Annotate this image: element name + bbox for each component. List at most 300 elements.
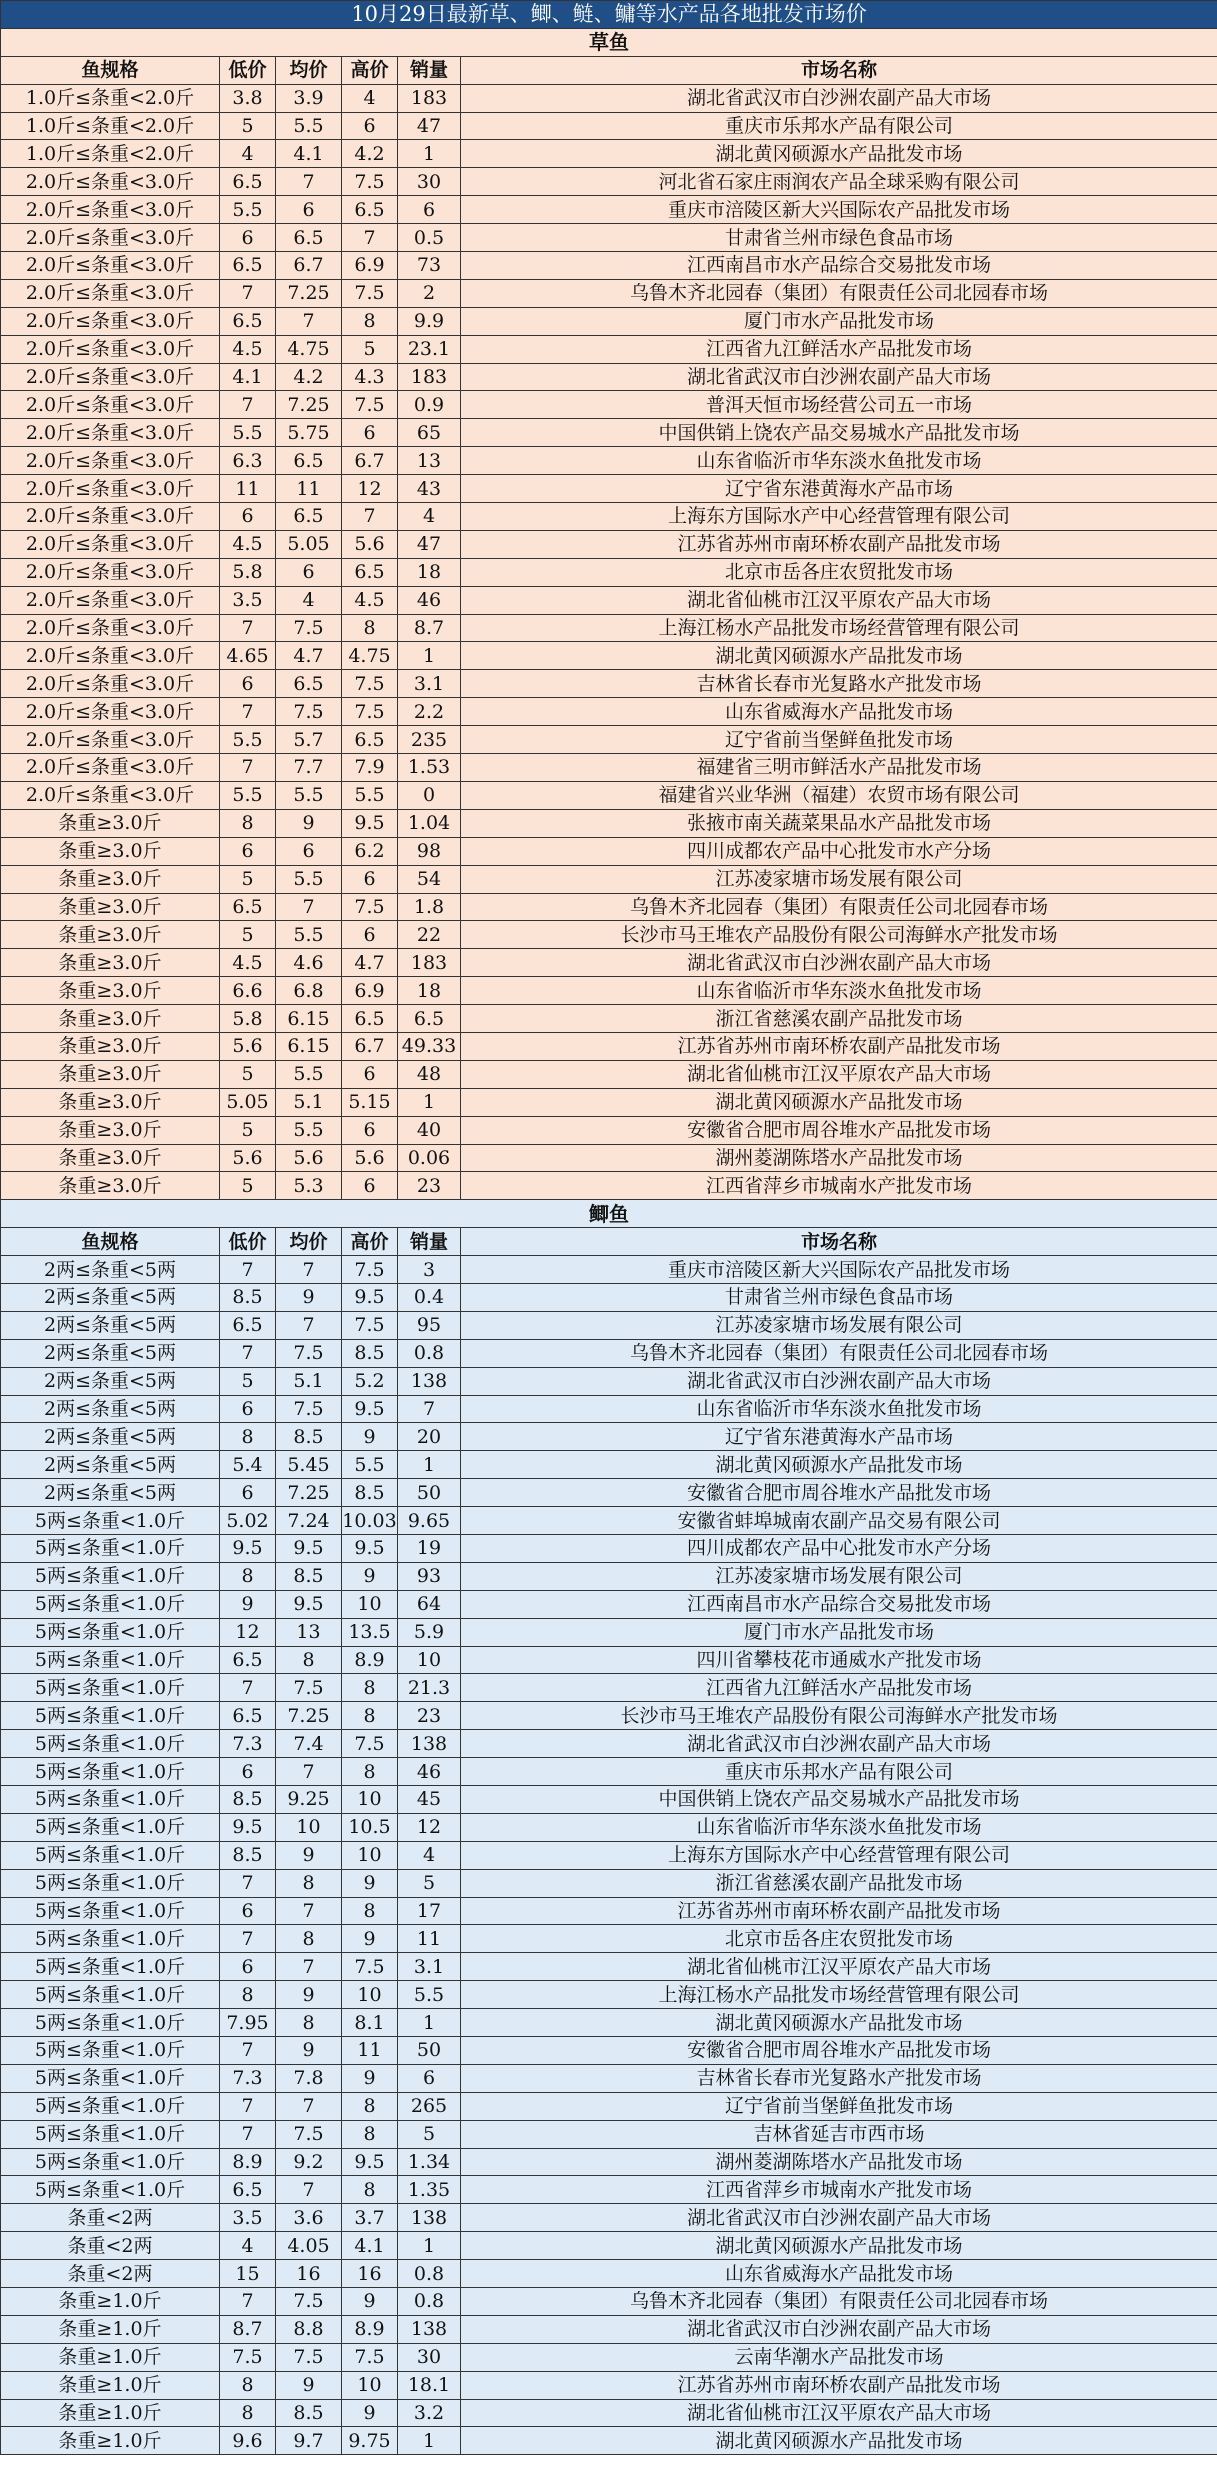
- table-row: [1, 642, 1217, 670]
- table-cell: 7: [220, 1925, 276, 1953]
- table-cell: 6.5: [220, 1702, 276, 1730]
- table-cell: 4: [220, 2232, 276, 2260]
- table-cell: 2.0斤≤条重<3.0斤: [1, 252, 220, 280]
- table-cell: 条重≥3.0斤: [1, 1060, 220, 1088]
- table-cell: 6.7: [342, 1032, 398, 1060]
- table-row: [1, 558, 1217, 586]
- table-cell: 5.6: [342, 530, 398, 558]
- table-cell: 5.7: [276, 726, 342, 754]
- table-cell: 湖北省武汉市白沙洲农副产品大市场: [461, 2204, 1217, 2232]
- table-cell: 4.75: [276, 335, 342, 363]
- table-cell: 3.8: [220, 84, 276, 112]
- table-cell: 5两≤条重<1.0斤: [1, 1562, 220, 1590]
- table-cell: 46: [398, 1758, 461, 1786]
- table-cell: 9: [276, 809, 342, 837]
- table-cell: 7: [220, 2092, 276, 2120]
- table-cell: 7.9: [342, 754, 398, 782]
- table-cell: 江西南昌市水产品综合交易批发市场: [461, 1590, 1217, 1618]
- table-cell: 江苏凌家塘市场发展有限公司: [461, 1311, 1217, 1339]
- table-cell: 湖北省仙桃市江汉平原农产品大市场: [461, 586, 1217, 614]
- table-cell: 9: [342, 1925, 398, 1953]
- table-cell: 6: [342, 865, 398, 893]
- table-cell: 6: [220, 1758, 276, 1786]
- table-cell: 2.0斤≤条重<3.0斤: [1, 642, 220, 670]
- table-cell: 2.0斤≤条重<3.0斤: [1, 781, 220, 809]
- table-cell: 7.5: [342, 2343, 398, 2371]
- table-cell: 7: [342, 224, 398, 252]
- table-cell: 5.5: [342, 1451, 398, 1479]
- table-cell: 98: [398, 837, 461, 865]
- table-cell: 8: [342, 614, 398, 642]
- table-cell: 6: [220, 1897, 276, 1925]
- table-cell: 1: [398, 2009, 461, 2037]
- table-cell: 5两≤条重<1.0斤: [1, 2120, 220, 2148]
- table-cell: 6.5: [220, 1646, 276, 1674]
- table-cell: 山东省威海水产品批发市场: [461, 698, 1217, 726]
- table-cell: 7.24: [276, 1507, 342, 1535]
- table-cell: 5: [220, 865, 276, 893]
- table-row: [1, 1590, 1217, 1618]
- table-cell: 7: [276, 1256, 342, 1284]
- table-cell: 条重≥3.0斤: [1, 1005, 220, 1033]
- table-cell: 5.02: [220, 1507, 276, 1535]
- table-cell: 9.25: [276, 1786, 342, 1814]
- table-cell: 11: [220, 475, 276, 503]
- table-cell: 5: [220, 1060, 276, 1088]
- table-cell: 7.5: [342, 391, 398, 419]
- table-cell: 1: [398, 2232, 461, 2260]
- table-cell: 8: [342, 1674, 398, 1702]
- table-cell: 11: [276, 475, 342, 503]
- table-cell: 8: [342, 2176, 398, 2204]
- table-row: [1, 977, 1217, 1005]
- table-cell: 50: [398, 1479, 461, 1507]
- table-cell: 7.7: [276, 754, 342, 782]
- table-cell: 5.5: [276, 1060, 342, 1088]
- table-cell: 河北省石家庄雨润农产品全球采购有限公司: [461, 168, 1217, 196]
- table-cell: 6: [342, 921, 398, 949]
- table-cell: 3.5: [220, 586, 276, 614]
- table-row: [1, 2204, 1217, 2232]
- table-cell: 7: [220, 2037, 276, 2065]
- table-cell: 乌鲁木齐北园春（集团）有限责任公司北园春市场: [461, 2288, 1217, 2316]
- table-cell: 8.5: [276, 2399, 342, 2427]
- table-cell: 6.5: [220, 168, 276, 196]
- table-cell: 0.8: [398, 2288, 461, 2316]
- table-cell: 7: [276, 1897, 342, 1925]
- table-cell: 云南华潮水产品批发市场: [461, 2343, 1217, 2371]
- table-cell: 22: [398, 921, 461, 949]
- table-row: [1, 503, 1217, 531]
- table-cell: 4.1: [276, 140, 342, 168]
- table-row: [1, 1116, 1217, 1144]
- table-cell: 2两≤条重<5两: [1, 1256, 220, 1284]
- table-row: [1, 419, 1217, 447]
- table-row: [1, 2009, 1217, 2037]
- table-row: [1, 1758, 1217, 1786]
- table-cell: 江苏省苏州市南环桥农副产品批发市场: [461, 1897, 1217, 1925]
- table-cell: 6.5: [342, 726, 398, 754]
- table-cell: 1.04: [398, 809, 461, 837]
- table-cell: 6: [398, 2064, 461, 2092]
- table-row: [1, 726, 1217, 754]
- table-cell: 条重≥3.0斤: [1, 1032, 220, 1060]
- table-cell: 49.33: [398, 1032, 461, 1060]
- table-row: [1, 1339, 1217, 1367]
- table-cell: 12: [342, 475, 398, 503]
- column-header: 销量: [398, 1228, 461, 1256]
- table-cell: 5两≤条重<1.0斤: [1, 2009, 220, 2037]
- table-cell: 9.5: [342, 809, 398, 837]
- table-cell: 7.25: [276, 279, 342, 307]
- table-cell: 6: [276, 837, 342, 865]
- table-cell: 5两≤条重<1.0斤: [1, 1813, 220, 1841]
- table-cell: 湖北省武汉市白沙洲农副产品大市场: [461, 363, 1217, 391]
- table-cell: 7.5: [342, 1953, 398, 1981]
- table-cell: 6.5: [342, 558, 398, 586]
- table-cell: 8: [276, 1646, 342, 1674]
- table-cell: 2.0斤≤条重<3.0斤: [1, 307, 220, 335]
- table-row: [1, 2427, 1217, 2455]
- table-cell: 3.1: [398, 1953, 461, 1981]
- table-cell: 7.5: [342, 1311, 398, 1339]
- table-cell: 6.5: [276, 447, 342, 475]
- table-cell: 5两≤条重<1.0斤: [1, 1534, 220, 1562]
- table-row: [1, 2037, 1217, 2065]
- table-cell: 6.2: [342, 837, 398, 865]
- table-cell: 54: [398, 865, 461, 893]
- table-cell: 5: [220, 1172, 276, 1200]
- table-cell: 6.7: [276, 252, 342, 280]
- table-row: [1, 1702, 1217, 1730]
- table-cell: 7.5: [342, 279, 398, 307]
- table-cell: 2两≤条重<5两: [1, 1283, 220, 1311]
- table-cell: 5.75: [276, 419, 342, 447]
- table-cell: 乌鲁木齐北园春（集团）有限责任公司北园春市场: [461, 1339, 1217, 1367]
- table-cell: 5.5: [276, 781, 342, 809]
- table-cell: 18: [398, 977, 461, 1005]
- table-cell: 7.5: [342, 1256, 398, 1284]
- table-cell: 湖北省武汉市白沙洲农副产品大市场: [461, 1367, 1217, 1395]
- table-cell: 1.0斤≤条重<2.0斤: [1, 112, 220, 140]
- table-row: [1, 363, 1217, 391]
- table-cell: 4: [342, 84, 398, 112]
- table-cell: 8: [342, 1897, 398, 1925]
- table-cell: 23: [398, 1172, 461, 1200]
- table-cell: 6.5: [276, 503, 342, 531]
- table-cell: 9.5: [276, 1534, 342, 1562]
- table-cell: 长沙市马王堆农产品股份有限公司海鲜水产批发市场: [461, 921, 1217, 949]
- table-cell: 21.3: [398, 1674, 461, 1702]
- table-cell: 湖北省武汉市白沙洲农副产品大市场: [461, 1730, 1217, 1758]
- table-cell: 5.2: [342, 1367, 398, 1395]
- table-row: [1, 754, 1217, 782]
- table-cell: 条重≥3.0斤: [1, 837, 220, 865]
- table-cell: 6.5: [276, 670, 342, 698]
- table-cell: 23.1: [398, 335, 461, 363]
- table-cell: 1.34: [398, 2148, 461, 2176]
- table-cell: 4.05: [276, 2232, 342, 2260]
- table-cell: 7.5: [342, 670, 398, 698]
- table-cell: 7.5: [276, 698, 342, 726]
- table-cell: 5.15: [342, 1088, 398, 1116]
- table-cell: 50: [398, 2037, 461, 2065]
- table-cell: 7.25: [276, 391, 342, 419]
- table-cell: 7.3: [220, 2064, 276, 2092]
- table-cell: 5.8: [220, 1005, 276, 1033]
- page-title: 10月29日最新草、鲫、鲢、鳙等水产品各地批发市场价: [1, 1, 1217, 29]
- table-row: [1, 1005, 1217, 1033]
- table-cell: 12: [220, 1618, 276, 1646]
- table-cell: 6.3: [220, 447, 276, 475]
- table-row: [1, 1981, 1217, 2009]
- table-cell: 条重≥1.0斤: [1, 2371, 220, 2399]
- table-cell: 5.05: [220, 1088, 276, 1116]
- table-row: [1, 2148, 1217, 2176]
- table-cell: 2.0斤≤条重<3.0斤: [1, 168, 220, 196]
- table-cell: 93: [398, 1562, 461, 1590]
- table-cell: 2.0斤≤条重<3.0斤: [1, 475, 220, 503]
- table-cell: 2两≤条重<5两: [1, 1367, 220, 1395]
- table-cell: 湖州菱湖陈塔水产品批发市场: [461, 2148, 1217, 2176]
- table-cell: 5.5: [342, 781, 398, 809]
- table-cell: 6.5: [220, 252, 276, 280]
- table-cell: 5两≤条重<1.0斤: [1, 2037, 220, 2065]
- table-cell: 5两≤条重<1.0斤: [1, 1618, 220, 1646]
- table-cell: 0.06: [398, 1144, 461, 1172]
- table-row: [1, 1869, 1217, 1897]
- table-cell: 8.7: [398, 614, 461, 642]
- table-row: [1, 196, 1217, 224]
- table-cell: 0.8: [398, 1339, 461, 1367]
- table-cell: 5.5: [276, 921, 342, 949]
- table-cell: 5.9: [398, 1618, 461, 1646]
- section-header-jiyu: [1, 1200, 1217, 1228]
- column-header: 市场名称: [461, 56, 1217, 84]
- table-cell: 9.5: [342, 1283, 398, 1311]
- table-cell: 4: [398, 1841, 461, 1869]
- table-cell: 7.5: [276, 2120, 342, 2148]
- table-cell: 5两≤条重<1.0斤: [1, 1786, 220, 1814]
- table-cell: 2.2: [398, 698, 461, 726]
- table-cell: 1.35: [398, 2176, 461, 2204]
- table-cell: 7.5: [276, 1339, 342, 1367]
- table-cell: 江西省萍乡市城南水产批发市场: [461, 2176, 1217, 2204]
- table-cell: 7: [220, 279, 276, 307]
- table-row: [1, 140, 1217, 168]
- table-cell: 6.6: [220, 977, 276, 1005]
- table-cell: 8: [220, 809, 276, 837]
- table-cell: 8.5: [342, 1479, 398, 1507]
- table-cell: 4.7: [342, 949, 398, 977]
- table-cell: 吉林省延吉市西市场: [461, 2120, 1217, 2148]
- table-cell: 3.7: [342, 2204, 398, 2232]
- table-cell: 山东省临沂市华东淡水鱼批发市场: [461, 977, 1217, 1005]
- table-row: [1, 2176, 1217, 2204]
- table-row: [1, 1256, 1217, 1284]
- table-cell: 8.5: [220, 1841, 276, 1869]
- table-cell: 5.05: [276, 530, 342, 558]
- section-title: 鲫鱼: [1, 1200, 1217, 1228]
- table-cell: 183: [398, 949, 461, 977]
- table-cell: 浙江省慈溪农副产品批发市场: [461, 1005, 1217, 1033]
- table-cell: 9: [276, 1841, 342, 1869]
- table-row: [1, 1953, 1217, 1981]
- table-cell: 条重≥1.0斤: [1, 2399, 220, 2427]
- table-cell: 2.0斤≤条重<3.0斤: [1, 391, 220, 419]
- table-cell: 5两≤条重<1.0斤: [1, 1730, 220, 1758]
- table-cell: 6: [342, 1172, 398, 1200]
- table-cell: 甘肃省兰州市绿色食品市场: [461, 1283, 1217, 1311]
- table-cell: 3.2: [398, 2399, 461, 2427]
- section-title: 草鱼: [1, 28, 1217, 56]
- table-cell: 5.5: [276, 112, 342, 140]
- table-cell: 9.5: [342, 1534, 398, 1562]
- table-cell: 8.1: [342, 2009, 398, 2037]
- table-cell: 5: [220, 1116, 276, 1144]
- table-cell: 5.6: [342, 1144, 398, 1172]
- table-row: [1, 1367, 1217, 1395]
- table-row: [1, 475, 1217, 503]
- table-cell: 9.5: [220, 1813, 276, 1841]
- table-cell: 3.9: [276, 84, 342, 112]
- table-row: [1, 530, 1217, 558]
- table-cell: 5两≤条重<1.0斤: [1, 1758, 220, 1786]
- table-row: [1, 2343, 1217, 2371]
- table-cell: 6: [220, 503, 276, 531]
- table-cell: 7: [220, 1869, 276, 1897]
- table-cell: 安徽省蚌埠城南农副产品交易有限公司: [461, 1507, 1217, 1535]
- table-cell: 6.5: [398, 1005, 461, 1033]
- table-cell: 四川省攀枝花市通威水产批发市场: [461, 1646, 1217, 1674]
- table-cell: 8.5: [220, 1786, 276, 1814]
- table-cell: 10.03: [342, 1507, 398, 1535]
- table-cell: 0.8: [398, 2260, 461, 2288]
- table-row: [1, 1395, 1217, 1423]
- table-row: [1, 1534, 1217, 1562]
- table-cell: 4.1: [342, 2232, 398, 2260]
- table-cell: 山东省临沂市华东淡水鱼批发市场: [461, 1813, 1217, 1841]
- table-cell: 7: [220, 614, 276, 642]
- table-row: [1, 1507, 1217, 1535]
- table-row: [1, 1032, 1217, 1060]
- table-cell: 8: [342, 1702, 398, 1730]
- table-cell: 江苏省苏州市南环桥农副产品批发市场: [461, 2371, 1217, 2399]
- table-cell: 7.4: [276, 1730, 342, 1758]
- table-cell: 8: [220, 1981, 276, 2009]
- table-cell: 7.5: [220, 2343, 276, 2371]
- table-cell: 5.45: [276, 1451, 342, 1479]
- table-cell: 9: [276, 1283, 342, 1311]
- table-cell: 4.65: [220, 642, 276, 670]
- column-header: 高价: [342, 56, 398, 84]
- table-cell: 山东省临沂市华东淡水鱼批发市场: [461, 1395, 1217, 1423]
- table-cell: 重庆市乐邦水产品有限公司: [461, 1758, 1217, 1786]
- table-cell: 7.5: [342, 1730, 398, 1758]
- table-cell: 8: [220, 1423, 276, 1451]
- column-header: 均价: [276, 56, 342, 84]
- table-row: [1, 84, 1217, 112]
- table-cell: 183: [398, 84, 461, 112]
- table-cell: 6: [398, 196, 461, 224]
- table-cell: 5两≤条重<1.0斤: [1, 1702, 220, 1730]
- table-cell: 条重≥1.0斤: [1, 2315, 220, 2343]
- table-row: [1, 391, 1217, 419]
- table-cell: 重庆市乐邦水产品有限公司: [461, 112, 1217, 140]
- table-cell: 9.6: [220, 2427, 276, 2455]
- table-cell: 9: [276, 1981, 342, 2009]
- table-cell: 7: [220, 1339, 276, 1367]
- table-cell: 辽宁省前当堡鲜鱼批发市场: [461, 2092, 1217, 2120]
- table-cell: 9.75: [342, 2427, 398, 2455]
- table-cell: 10.5: [342, 1813, 398, 1841]
- table-cell: 7: [220, 2120, 276, 2148]
- table-cell: 23: [398, 1702, 461, 1730]
- table-cell: 9: [276, 2037, 342, 2065]
- table-cell: 9: [276, 2371, 342, 2399]
- table-cell: 江西南昌市水产品综合交易批发市场: [461, 252, 1217, 280]
- table-cell: 8.5: [342, 1339, 398, 1367]
- table-row: [1, 1311, 1217, 1339]
- table-row: [1, 2315, 1217, 2343]
- table-cell: 9.5: [220, 1534, 276, 1562]
- table-cell: 46: [398, 586, 461, 614]
- table-row: [1, 614, 1217, 642]
- table-cell: 3.6: [276, 2204, 342, 2232]
- table-cell: 条重≥1.0斤: [1, 2343, 220, 2371]
- table-cell: 8: [220, 2371, 276, 2399]
- table-cell: 6.5: [220, 2176, 276, 2204]
- table-cell: 7.25: [276, 1702, 342, 1730]
- table-cell: 7: [342, 503, 398, 531]
- table-cell: 2两≤条重<5两: [1, 1479, 220, 1507]
- table-cell: 6.9: [342, 252, 398, 280]
- table-cell: 安徽省合肥市周谷堆水产品批发市场: [461, 2037, 1217, 2065]
- table-row: [1, 1813, 1217, 1841]
- table-cell: 4.2: [276, 363, 342, 391]
- table-cell: 8: [342, 307, 398, 335]
- table-cell: 条重≥1.0斤: [1, 2288, 220, 2316]
- table-cell: 条重≥3.0斤: [1, 1088, 220, 1116]
- table-cell: 条重≥3.0斤: [1, 865, 220, 893]
- table-cell: 65: [398, 419, 461, 447]
- table-cell: 3: [398, 1256, 461, 1284]
- table-cell: 95: [398, 1311, 461, 1339]
- table-cell: 4.75: [342, 642, 398, 670]
- table-cell: 9.5: [342, 1395, 398, 1423]
- table-cell: 7.95: [220, 2009, 276, 2037]
- table-cell: 5两≤条重<1.0斤: [1, 1507, 220, 1535]
- table-cell: 5两≤条重<1.0斤: [1, 1869, 220, 1897]
- table-row: [1, 1897, 1217, 1925]
- table-cell: 4: [398, 503, 461, 531]
- column-header: 高价: [342, 1228, 398, 1256]
- table-cell: 18: [398, 558, 461, 586]
- column-header-row: [1, 56, 1217, 84]
- table-cell: 138: [398, 1730, 461, 1758]
- table-cell: 16: [342, 2260, 398, 2288]
- table-row: [1, 1562, 1217, 1590]
- table-cell: 浙江省慈溪农副产品批发市场: [461, 1869, 1217, 1897]
- table-cell: 江苏省苏州市南环桥农副产品批发市场: [461, 1032, 1217, 1060]
- table-cell: 2.0斤≤条重<3.0斤: [1, 726, 220, 754]
- table-cell: 7.8: [276, 2064, 342, 2092]
- table-cell: 138: [398, 2204, 461, 2232]
- table-row: [1, 1925, 1217, 1953]
- table-cell: 8.5: [220, 1283, 276, 1311]
- table-cell: 10: [342, 1981, 398, 2009]
- table-row: [1, 307, 1217, 335]
